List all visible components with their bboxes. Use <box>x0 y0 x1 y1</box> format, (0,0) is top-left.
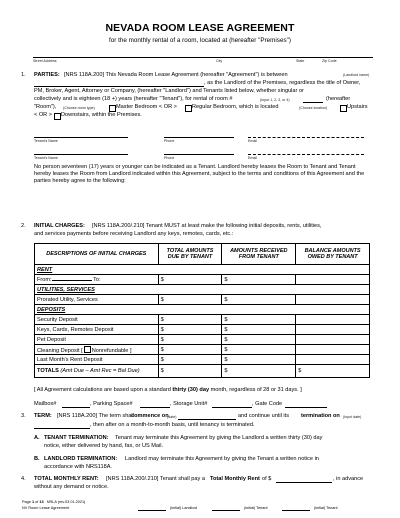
landlord-initial-label: (initial) Landlord <box>170 506 198 510</box>
amount-cell[interactable]: $ <box>222 315 296 325</box>
commence-date-label: (date) <box>167 415 177 419</box>
parties-line4: collectively and is eighteen (18 +) years (hereafter "Tenant"), for rental of room # <box>34 96 233 102</box>
zip-code-label: Zip Code <box>322 59 337 63</box>
table-row <box>35 315 370 325</box>
deposit-label: Keys, Cards, Remotes Deposit <box>35 325 159 335</box>
table-header-row <box>35 244 370 265</box>
prorated-label: Prorated Utility, Services <box>35 295 159 305</box>
document-title: NEVADA ROOM LEASE AGREEMENT <box>105 22 295 34</box>
tenant-termination-text2: notice, either delivered by hand, fax, or US Mail. <box>44 443 164 449</box>
term-text1b: and continue until its <box>238 413 289 419</box>
parties-paragraph: No person seventeen (17) years or younger can be indicated as a Tenant. Landlord hereby leases the Room to Tenant and Tenant hereby leases the Room from Landlord indicated within this Agreement, subject to the terms and conditions of this Agreement and the parties hereby agree to the following: <box>34 164 365 185</box>
tenant1-initial-field[interactable] <box>212 510 240 511</box>
upstairs-text: Upstairs <box>347 104 368 110</box>
landlord-termination-label: B. <box>34 456 40 462</box>
column-header: BALANCE AMOUNTS OWED BY TENANT <box>296 244 370 265</box>
calc-note-end: month, regardless of 28 or 31 days. ] <box>210 387 302 393</box>
storage-field[interactable] <box>212 407 252 408</box>
tenant2-name-label: Tenant's Name <box>34 156 58 160</box>
amount-cell[interactable]: $ <box>222 355 296 365</box>
landlord-name-label: (Landlord name) <box>343 73 370 77</box>
calculation-note <box>34 387 302 394</box>
from-label: From: <box>37 276 52 283</box>
tenant1-phone-field[interactable] <box>164 137 234 138</box>
table-row <box>35 325 370 335</box>
mailbox-label: Mailbox# <box>34 401 57 407</box>
deposit-label: Last Month's Rent Deposit <box>35 355 159 365</box>
to-label: To: <box>93 276 101 283</box>
column-header: TOTAL AMOUNTS DUE BY TENANT <box>158 244 222 265</box>
rent-text2: without any demand or notice. <box>34 484 109 490</box>
landlord-termination-text2: accordance with NRS118A. <box>44 464 112 470</box>
initial-charges-text2: and services payments before receiving Landlord any keys, remotes, cards, etc.: <box>34 231 234 237</box>
table-row <box>35 305 370 315</box>
amount-cell[interactable] <box>296 325 370 335</box>
parties-heading: PARTIES: <box>34 72 60 78</box>
amount-cell[interactable]: $ <box>222 345 296 355</box>
initial-charges-heading: INITIAL CHARGES: <box>34 223 85 229</box>
tenant1-phone-label: Phone <box>164 139 175 143</box>
state-label: State <box>296 59 305 63</box>
landlord-initial-field[interactable] <box>138 510 166 511</box>
amount-cell[interactable] <box>296 295 370 305</box>
rent-text1: [NRS 118A.200/.210] Tenant shall pay a <box>106 476 205 482</box>
tenant1-name-label: Tenant's Name <box>34 139 58 143</box>
rent-text1-end: , in advance <box>333 476 364 482</box>
totals-note: (Amt Due – Amt Rec = Bal Due) <box>60 368 140 374</box>
tenant1-email-label: Email <box>248 139 257 143</box>
totals-row <box>35 365 370 378</box>
regular-bedroom-text: Regular Bedroom, which is located <box>192 104 279 110</box>
total-amount-cell[interactable]: $ <box>158 365 222 378</box>
tenant2-email-field[interactable] <box>248 154 364 155</box>
page-label: Page <box>22 500 31 504</box>
tenant2-initial-field[interactable] <box>282 510 310 511</box>
amount-cell[interactable]: $ <box>158 315 222 325</box>
table-row <box>35 265 370 275</box>
table-row <box>35 275 370 285</box>
landlord-name-field[interactable] <box>34 86 204 87</box>
upstairs-checkbox[interactable] <box>340 105 347 112</box>
page-current: 1 <box>31 500 35 504</box>
city-label: City <box>216 59 223 63</box>
rent-heading: TOTAL MONTHLY RENT: <box>34 476 99 482</box>
landlord-termination-heading: LANDLORD TERMINATION: <box>44 456 118 462</box>
nonrefundable-checkbox[interactable] <box>84 346 91 353</box>
amount-cell[interactable]: $ <box>158 345 222 355</box>
amount-cell[interactable] <box>296 355 370 365</box>
page-number <box>22 500 85 504</box>
amount-cell[interactable]: $ <box>222 295 296 305</box>
amount-cell[interactable]: $ <box>222 335 296 345</box>
initial-charges-table <box>34 243 370 378</box>
parties-line1: [NRS 118A.200] This Nevada Room Lease Agreement (hereafter "Agreement") is between <box>64 72 288 78</box>
amount-cell[interactable] <box>296 275 370 285</box>
master-bedroom-text: Master Bedroom < OR > <box>116 104 177 110</box>
parties-number: 1. <box>21 72 26 78</box>
downstairs-checkbox[interactable] <box>54 113 61 120</box>
rent-amount-prefix: of $ <box>262 476 272 482</box>
tenant-termination-text1: Tenant may terminate this Agreement by giving the Landlord a written thirty (30) day <box>115 435 323 441</box>
mailbox-field[interactable] <box>62 407 90 408</box>
room-type-label: (Choose room type) <box>63 106 95 110</box>
downstairs-text: Downstairs, within the Premises. <box>61 112 142 118</box>
term-text2: , then after on a month-to-month basis, until tenancy is terminated. <box>90 422 255 428</box>
calc-note-start: [ All Agreement calculations are based upon a standard <box>34 387 171 393</box>
parking-field[interactable] <box>140 407 170 408</box>
master-bedroom-checkbox[interactable] <box>109 105 116 112</box>
tenant2-email-label: Email <box>248 156 257 160</box>
termination-text: termination on <box>301 413 340 419</box>
address-line[interactable] <box>33 57 373 58</box>
gate-code-field[interactable] <box>285 407 327 408</box>
utilities-section-heading: UTILITIES, SERVICES <box>35 285 370 295</box>
column-header: AMOUNTS RECEIVED FROM TENANT <box>222 244 296 265</box>
termination-date-label: (Input date) <box>343 415 362 419</box>
table-row <box>35 285 370 295</box>
tenant2-name-field[interactable] <box>34 154 128 155</box>
tenant2-initial-label: (initial) Tenant <box>314 506 338 510</box>
location-label: (Choose location) <box>299 106 328 110</box>
parties-line6-start: < OR > <box>34 112 53 118</box>
table-row <box>35 345 370 355</box>
deposit-label: Cleaning Deposit [ <box>37 347 83 354</box>
parties-line3: PM, Broker, Agent, Attorney or Company, (hereafter "Landlord") and Tenants listed below, whether singular or <box>34 88 304 94</box>
page-of: of <box>35 500 39 504</box>
commence-text: commence on <box>131 413 169 419</box>
deposits-section-heading: DEPOSITS <box>35 305 370 315</box>
amount-cell[interactable]: $ <box>222 325 296 335</box>
revision-label: NRLA (rev.03.01.2021) <box>46 500 86 504</box>
table-row <box>35 355 370 365</box>
total-amount-cell[interactable]: $ <box>222 365 296 378</box>
street-address-label: Street Address <box>33 59 57 63</box>
column-header: DESCRIPTIONS OF INITIAL CHARGES <box>35 244 159 265</box>
amount-cell[interactable]: $ <box>158 355 222 365</box>
rent-period-cell[interactable] <box>35 275 159 285</box>
deposit-label: Security Deposit <box>35 315 159 325</box>
amount-cell[interactable] <box>296 345 370 355</box>
table-row <box>35 335 370 345</box>
cleaning-deposit-cell <box>35 345 159 355</box>
deposit-label: Pet Deposit <box>35 335 159 345</box>
gate-label: , Gate Code <box>252 401 283 407</box>
initial-charges-number: 2. <box>21 223 26 229</box>
parties-line4-end: (hereafter <box>326 96 351 102</box>
totals-label: TOTALS <box>37 368 59 374</box>
parties-line2: , as the Landlord of the Premises, regardless the title of Owner, <box>204 80 361 86</box>
termination-date-field[interactable] <box>34 428 90 429</box>
rent-section-heading: RENT <box>35 265 370 275</box>
rent-amount-field[interactable] <box>276 482 332 483</box>
totals-cell <box>35 365 159 378</box>
amount-cell[interactable]: $ <box>158 275 222 285</box>
landlord-termination-text1: Landlord may terminate this Agreement by giving the Tenant a written notice in <box>125 456 319 462</box>
term-number: 3. <box>21 413 26 419</box>
tenant-termination-label: A. <box>34 435 40 441</box>
regular-bedroom-checkbox[interactable] <box>185 105 192 112</box>
room-number-label: (Input 1, 2, 3, or 4) <box>260 98 290 102</box>
commence-date-field[interactable] <box>178 419 236 420</box>
parties-line5-start: "Room"), <box>34 104 57 110</box>
tenant-termination-heading: TENANT TERMINATION: <box>44 435 109 441</box>
amount-cell[interactable] <box>296 335 370 345</box>
initial-charges-text1: [NRS 118A.200/.210] Tenant MUST at least make the following initial deposits, rents, utilities, <box>92 223 322 229</box>
total-monthly-rent-text: Total Monthly Rent <box>210 476 260 482</box>
amount-cell[interactable]: $ <box>158 295 222 305</box>
rent-number: 4. <box>21 476 26 482</box>
amount-cell[interactable]: $ <box>222 275 296 285</box>
amount-cell[interactable] <box>296 315 370 325</box>
page-total: 13 <box>39 500 44 504</box>
term-heading: TERM: <box>34 413 52 419</box>
total-amount-cell[interactable]: $ <box>296 365 370 378</box>
tenant1-name-field[interactable] <box>34 137 128 138</box>
amount-cell[interactable]: $ <box>158 335 222 345</box>
amount-cell[interactable]: $ <box>158 325 222 335</box>
tenant2-phone-field[interactable] <box>164 154 234 155</box>
nonrefundable-label: Nonrefundable ] <box>91 347 132 354</box>
room-number-field[interactable] <box>303 102 323 103</box>
calc-note-bold: thirty (30) day <box>172 387 210 393</box>
tenant2-phone-label: Phone <box>164 156 175 160</box>
tenant1-initial-label: (initial) Tenant <box>244 506 268 510</box>
term-text1: [NRS 118A.200] The term shall <box>57 413 134 419</box>
parking-label: , Parking Space# <box>90 401 133 407</box>
storage-label: , Storage Unit# <box>170 401 208 407</box>
tenant1-email-field[interactable] <box>248 137 364 138</box>
document-subtitle: for the monthly rental of a room, located at (hereafter "Premises") <box>109 37 291 44</box>
table-row <box>35 295 370 305</box>
document-name: NV Room Lease Agreement <box>22 506 70 510</box>
